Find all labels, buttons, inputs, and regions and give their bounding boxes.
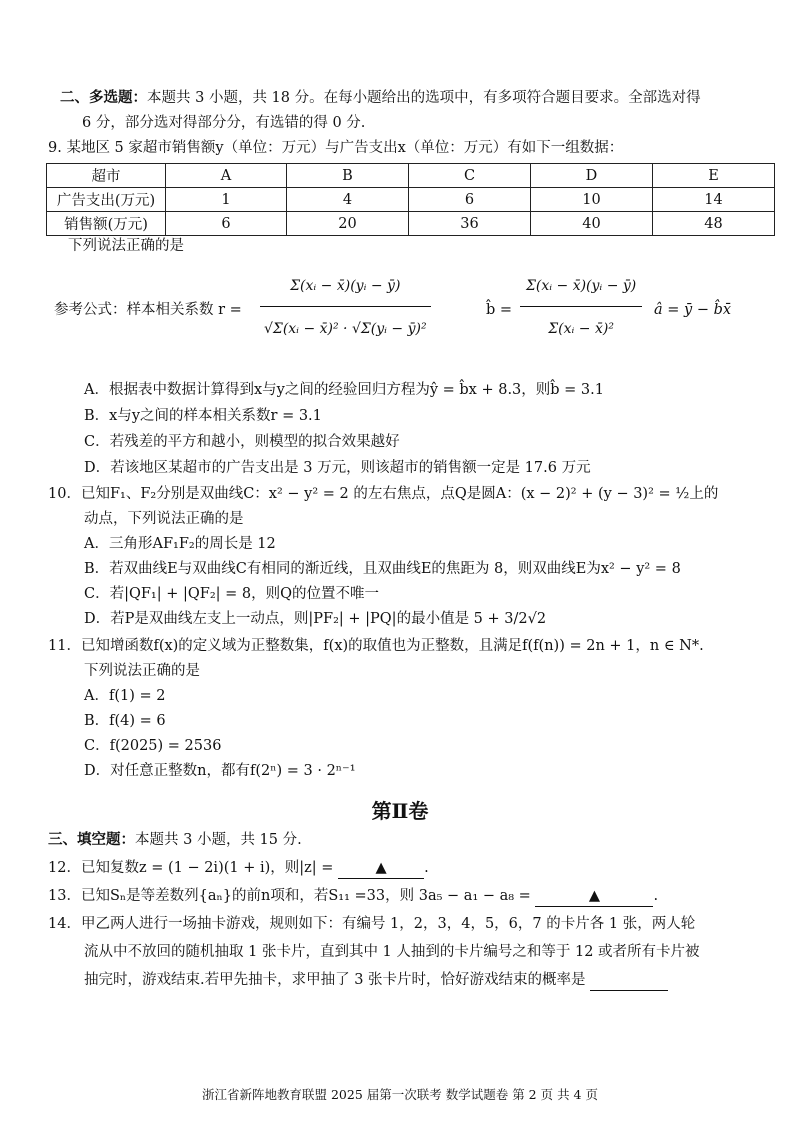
table-cell: 48: [653, 212, 775, 236]
q14-line2: 流从中不放回的随机抽取 1 张卡片，直到其中 1 人抽到的卡片编号之和等于 12 或者所有卡片被: [84, 944, 700, 960]
table-cell: E: [653, 164, 775, 188]
q10-stem-line2: 动点，下列说法正确的是: [84, 511, 244, 527]
table-cell: 20: [287, 212, 409, 236]
q9-prompt: 下列说法正确的是: [68, 238, 184, 254]
q14-line3: 抽完时，游戏结束.若甲先抽卡，求甲抽了 3 张卡片时，恰好游戏结束的概率是: [84, 970, 668, 991]
section3-heading: 三、填空题：: [48, 831, 135, 848]
table-row: [47, 188, 775, 212]
q10-option-b: B．若双曲线E与双曲线C有相同的渐近线，且双曲线E的焦距为 8，则双曲线E为x² − y² = 8: [84, 561, 681, 577]
q9-formula-label: 参考公式：样本相关系数 r =: [54, 302, 242, 318]
r-fraction: [260, 268, 431, 339]
table-cell: 广告支出(万元): [47, 188, 166, 212]
q11-option-b: B．f(4) = 6: [84, 713, 166, 729]
table-cell: 销售额(万元): [47, 212, 166, 236]
r-numerator: Σ(xᵢ − x̄)(yᵢ − ȳ): [260, 268, 431, 307]
table-row: [47, 212, 775, 236]
section2-intro-line1: 二、多选题：本题共 3 小题，共 18 分。在每小题给出的选项中，有多项符合题目要求。全部选对得: [60, 89, 701, 106]
table-cell: B: [287, 164, 409, 188]
q10-option-d: D．若P是双曲线左支上一动点，则|PF₂| + |PQ|的最小值是 5 + 3/2√2: [84, 611, 547, 627]
table-cell: 14: [653, 188, 775, 212]
q12: 12．已知复数z = (1 − 2i)(1 + i)，则|z| = ▲ .: [48, 858, 429, 879]
q9-formula-a: â = ȳ − b̂x̄: [654, 302, 732, 318]
b-numerator: Σ(xᵢ − x̄)(yᵢ − ȳ): [520, 268, 642, 307]
part2-title: 第Ⅱ卷: [371, 799, 429, 823]
q9-option-c: C．若残差的平方和越小，则模型的拟合效果越好: [84, 434, 400, 450]
q11-option-a: A．f(1) = 2: [84, 688, 166, 704]
r-denominator: √Σ(xᵢ − x̄)² · √Σ(yᵢ − ȳ)²: [264, 321, 427, 337]
table-cell: 6: [409, 188, 531, 212]
q9-option-b: B．x与y之间的样本相关系数r = 3.1: [84, 408, 322, 424]
q11-stem-line1: 11．已知增函数f(x)的定义域为正整数集，f(x)的取值也为正整数，且满足f(f(n)) = 2n + 1，n ∈ N*.: [48, 638, 704, 654]
q11-option-c: C．f(2025) = 2536: [84, 738, 222, 754]
q10-option-a: A．三角形AF₁F₂的周长是 12: [84, 536, 276, 552]
q14-line1: 14．甲乙两人进行一场抽卡游戏，规则如下：有编号 1，2，3，4，5，6，7 的卡片各 1 张，两人轮: [48, 916, 696, 932]
q9-formula-r: [260, 268, 431, 339]
q9-formula-b-label: b̂ =: [486, 302, 513, 318]
b-denominator: Σ(xᵢ − x̄)²: [548, 321, 614, 337]
table-cell: D: [531, 164, 653, 188]
table-cell: 1: [166, 188, 287, 212]
page-footer: 浙江省新阵地教育联盟 2025 届第一次联考 数学试题卷 第 2 页 共 4 页: [202, 1087, 598, 1102]
q10-option-c: C．若|QF₁| + |QF₂| = 8，则Q的位置不唯一: [84, 586, 380, 602]
q12-answer-blank: ▲: [338, 858, 424, 879]
q10-stem-line1: 10．已知F₁、F₂分别是双曲线C：x² − y² = 2 的左右焦点，点Q是圆A：(x − 2)² + (y − 3)² = ½上的: [48, 486, 719, 502]
q9-formula-b: [520, 268, 642, 339]
section2-intro-line2: 6 分，部分选对得部分分，有选错的得 0 分.: [82, 115, 366, 131]
q13: 13．已知Sₙ是等差数列{aₙ}的前n项和，若S₁₁ =33，则 3a₅ − a₁ − a₈ = ▲ .: [48, 886, 658, 907]
section2-heading: 二、多选题：: [60, 89, 147, 106]
q9-option-a: A．根据表中数据计算得到x与y之间的经验回归方程为ŷ = b̂x + 8.3，则b̂ = 3.1: [84, 382, 604, 398]
q9-data-table: [46, 163, 775, 236]
table-cell: 36: [409, 212, 531, 236]
table-header-row: [47, 164, 775, 188]
q9-option-d: D．若该地区某超市的广告支出是 3 万元，则该超市的销售额一定是 17.6 万元: [84, 460, 591, 476]
b-fraction: [520, 268, 642, 339]
table-cell: 6: [166, 212, 287, 236]
q11-stem-line2: 下列说法正确的是: [84, 663, 200, 679]
table-cell: 40: [531, 212, 653, 236]
q11-option-d: D．对任意正整数n，都有f(2ⁿ) = 3 · 2ⁿ⁻¹: [84, 763, 356, 779]
q13-answer-blank: ▲: [535, 886, 653, 907]
section3-intro: 三、填空题：本题共 3 小题，共 15 分.: [48, 831, 302, 848]
table-cell: 4: [287, 188, 409, 212]
q9-stem: 9. 某地区 5 家超市销售额y（单位：万元）与广告支出x（单位：万元）有如下一组数据：: [48, 140, 624, 156]
table-cell: 超市: [47, 164, 166, 188]
table-cell: C: [409, 164, 531, 188]
q14-answer-blank: [590, 970, 668, 991]
table-cell: A: [166, 164, 287, 188]
table-cell: 10: [531, 188, 653, 212]
